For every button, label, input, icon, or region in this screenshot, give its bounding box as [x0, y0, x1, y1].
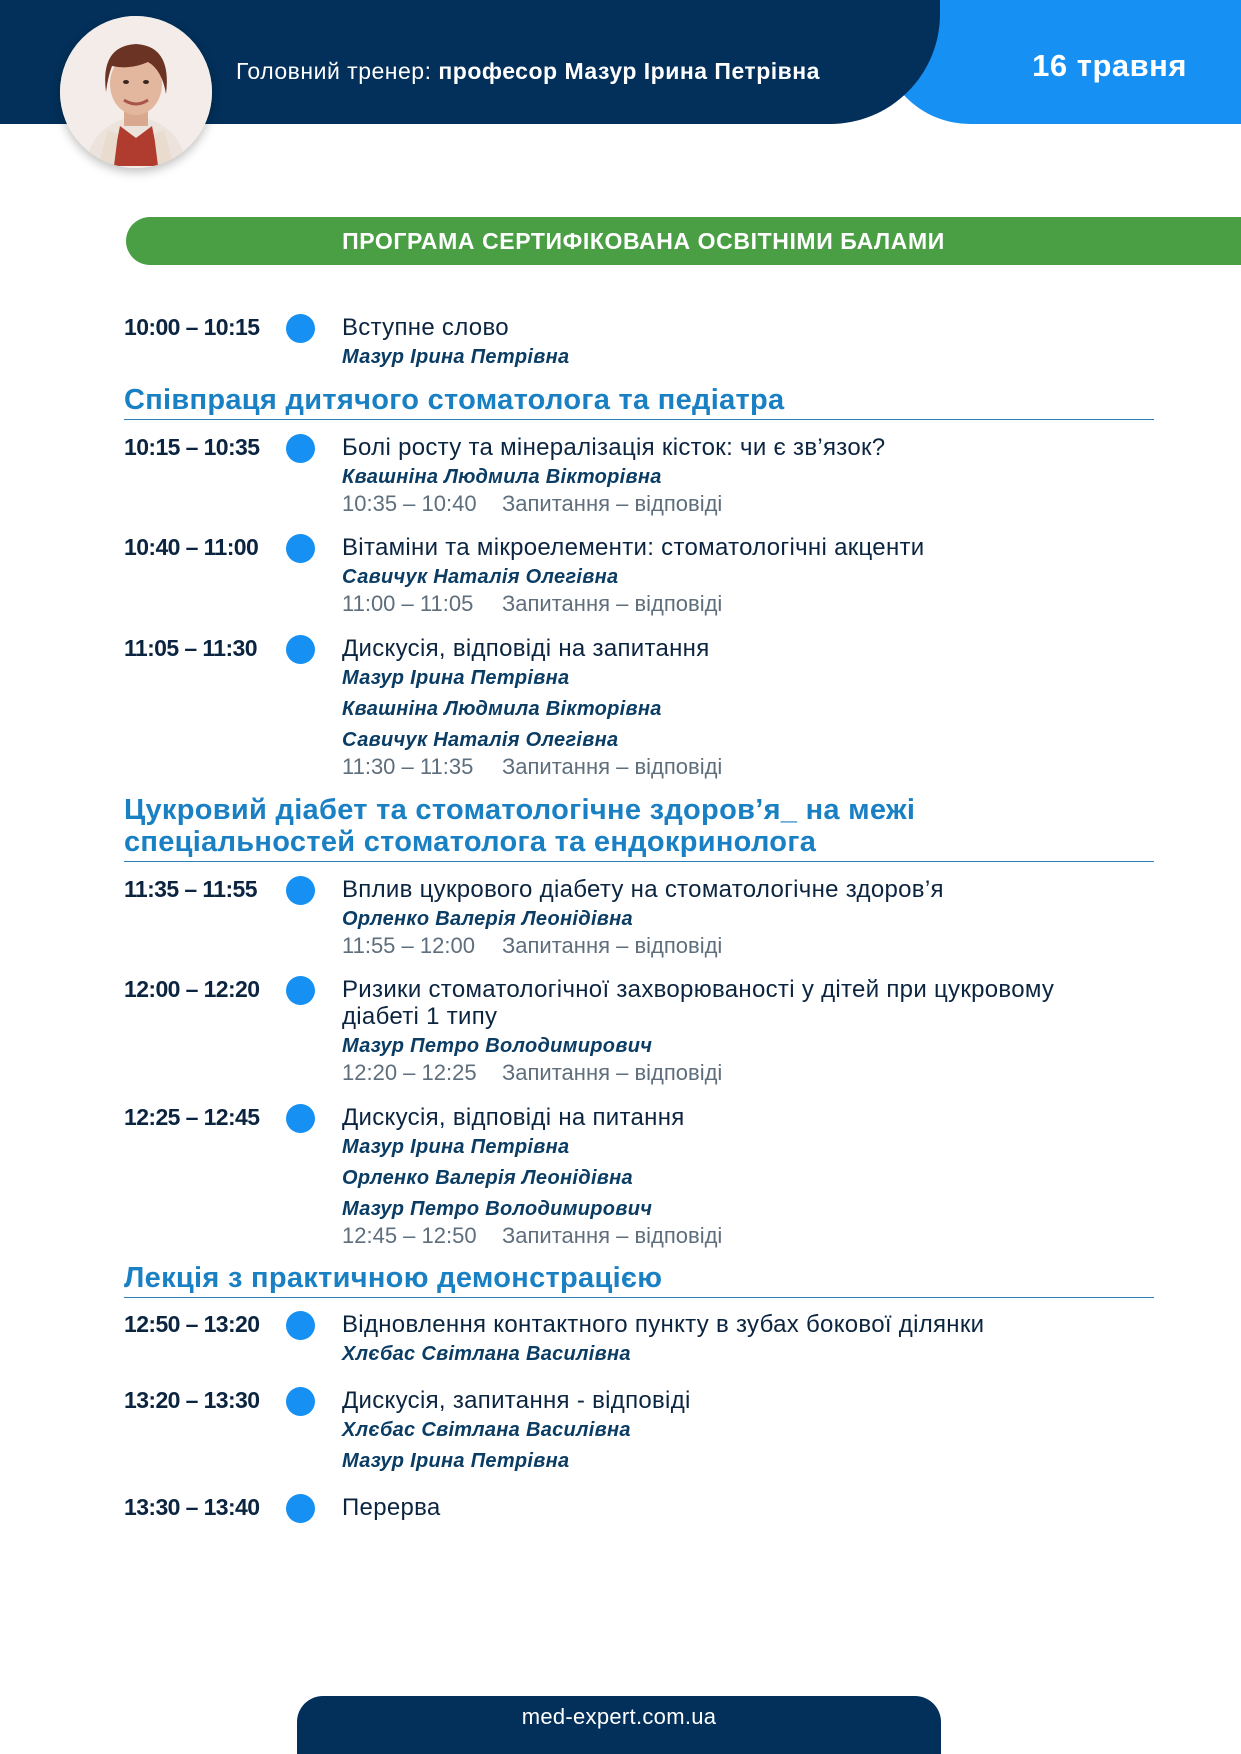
timeline-dot	[286, 534, 315, 563]
item-speaker: Орленко Валерія Леонідівна	[342, 1167, 633, 1189]
item-speaker: Савичук Наталія Олегівна	[342, 566, 619, 588]
item-time: 13:30 – 13:40	[124, 1494, 260, 1520]
qa-row	[342, 754, 1162, 780]
trainer-photo	[60, 16, 212, 168]
item-title: Вітаміни та мікроелементи: стоматологічні акценти	[342, 534, 925, 561]
timeline-dot	[286, 976, 315, 1005]
item-time: 10:15 – 10:35	[124, 434, 260, 460]
qa-label: Запитання – відповіді	[502, 1060, 723, 1085]
item-time: 13:20 – 13:30	[124, 1387, 260, 1413]
item-title: Вплив цукрового діабету на стоматологічне здоров’я	[342, 876, 944, 903]
footer-bar	[297, 1696, 941, 1754]
item-title-line: діабеті 1 типу	[342, 1003, 498, 1030]
banner-text: ПРОГРАМА СЕРТИФІКОВАНА ОСВІТНІМИ БАЛАМИ	[342, 227, 945, 254]
item-title: Дискусія, відповіді на питання	[342, 1104, 685, 1131]
section-title-line: спеціальностей стоматолога та ендокринолога	[124, 826, 817, 858]
qa-label: Запитання – відповіді	[502, 933, 723, 958]
item-speaker: Мазур Ірина Петрівна	[342, 1450, 570, 1472]
qa-row	[342, 933, 1162, 959]
item-title: Болі росту та мінералізація кісток: чи є зв’язок?	[342, 434, 886, 461]
timeline-dot	[286, 635, 315, 664]
section-heading	[124, 794, 1154, 862]
section-heading	[124, 384, 1154, 420]
item-speaker: Хлєбас Світлана Василівна	[342, 1419, 631, 1441]
item-title: Вступне слово	[342, 314, 509, 341]
item-time: 12:00 – 12:20	[124, 976, 260, 1002]
item-time: 11:35 – 11:55	[124, 876, 257, 902]
item-time: 10:40 – 11:00	[124, 534, 259, 560]
timeline-dot	[286, 1494, 315, 1523]
qa-label: Запитання – відповіді	[502, 1223, 723, 1248]
timeline-dot	[286, 1104, 315, 1133]
item-title: Дискусія, запитання - відповіді	[342, 1387, 691, 1414]
item-time: 12:50 – 13:20	[124, 1311, 260, 1337]
timeline-dot	[286, 314, 315, 343]
trainer-label: Головний тренер:	[236, 58, 432, 84]
section-title-line: Цукровий діабет та стоматологічне здоров’я_ на межі	[124, 794, 916, 826]
qa-row	[342, 491, 1162, 517]
section-title: Лекція з практичною демонстрацією	[124, 1262, 663, 1294]
qa-time: 12:20 – 12:25	[342, 1060, 477, 1085]
trainer-name: професор Мазур Ірина Петрівна	[438, 58, 820, 84]
certification-banner	[126, 217, 1241, 265]
timeline-dot	[286, 1387, 315, 1416]
item-time: 10:00 – 10:15	[124, 314, 260, 340]
qa-time: 12:45 – 12:50	[342, 1223, 477, 1248]
item-speaker: Мазур Ірина Петрівна	[342, 1136, 570, 1158]
qa-time: 10:35 – 10:40	[342, 491, 477, 516]
qa-time: 11:30 – 11:35	[342, 754, 474, 779]
trainer-avatar	[60, 16, 212, 168]
qa-row	[342, 1060, 1162, 1086]
item-title: Дискусія, відповіді на запитання	[342, 635, 710, 662]
timeline-dot	[286, 876, 315, 905]
item-title: Відновлення контактного пункту в зубах бокової ділянки	[342, 1311, 985, 1338]
item-speaker: Квашніна Людмила Вікторівна	[342, 466, 662, 488]
qa-time: 11:55 – 12:00	[342, 933, 475, 958]
item-title: Перерва	[342, 1494, 441, 1521]
website-link[interactable]: med-expert.com.ua	[521, 1704, 717, 1729]
qa-row	[342, 591, 1162, 617]
item-time: 12:25 – 12:45	[124, 1104, 260, 1130]
timeline-dot	[286, 1311, 315, 1340]
item-speaker: Мазур Петро Володимирович	[342, 1035, 653, 1057]
item-speaker: Орленко Валерія Леонідівна	[342, 908, 633, 930]
item-speaker: Хлєбас Світлана Василівна	[342, 1343, 631, 1365]
item-speaker: Савичук Наталія Олегівна	[342, 729, 619, 751]
qa-time: 11:00 – 11:05	[342, 591, 474, 616]
section-title: Співпраця дитячого стоматолога та педіатра	[124, 384, 785, 416]
qa-label: Запитання – відповіді	[502, 754, 723, 779]
item-time: 11:05 – 11:30	[124, 635, 257, 661]
item-speaker: Мазур Ірина Петрівна	[342, 346, 570, 368]
item-speaker: Квашніна Людмила Вікторівна	[342, 698, 662, 720]
qa-label: Запитання – відповіді	[502, 591, 723, 616]
event-date: 16 травня	[1032, 48, 1187, 83]
qa-row	[342, 1223, 1162, 1249]
item-speaker: Мазур Ірина Петрівна	[342, 667, 570, 689]
head-trainer	[236, 58, 820, 85]
item-title-line: Ризики стоматологічної захворюваності у дітей при цукровому	[342, 976, 1055, 1003]
timeline-dot	[286, 434, 315, 463]
section-heading	[124, 1262, 1154, 1298]
item-speaker: Мазур Петро Володимирович	[342, 1198, 653, 1220]
qa-label: Запитання – відповіді	[502, 491, 723, 516]
